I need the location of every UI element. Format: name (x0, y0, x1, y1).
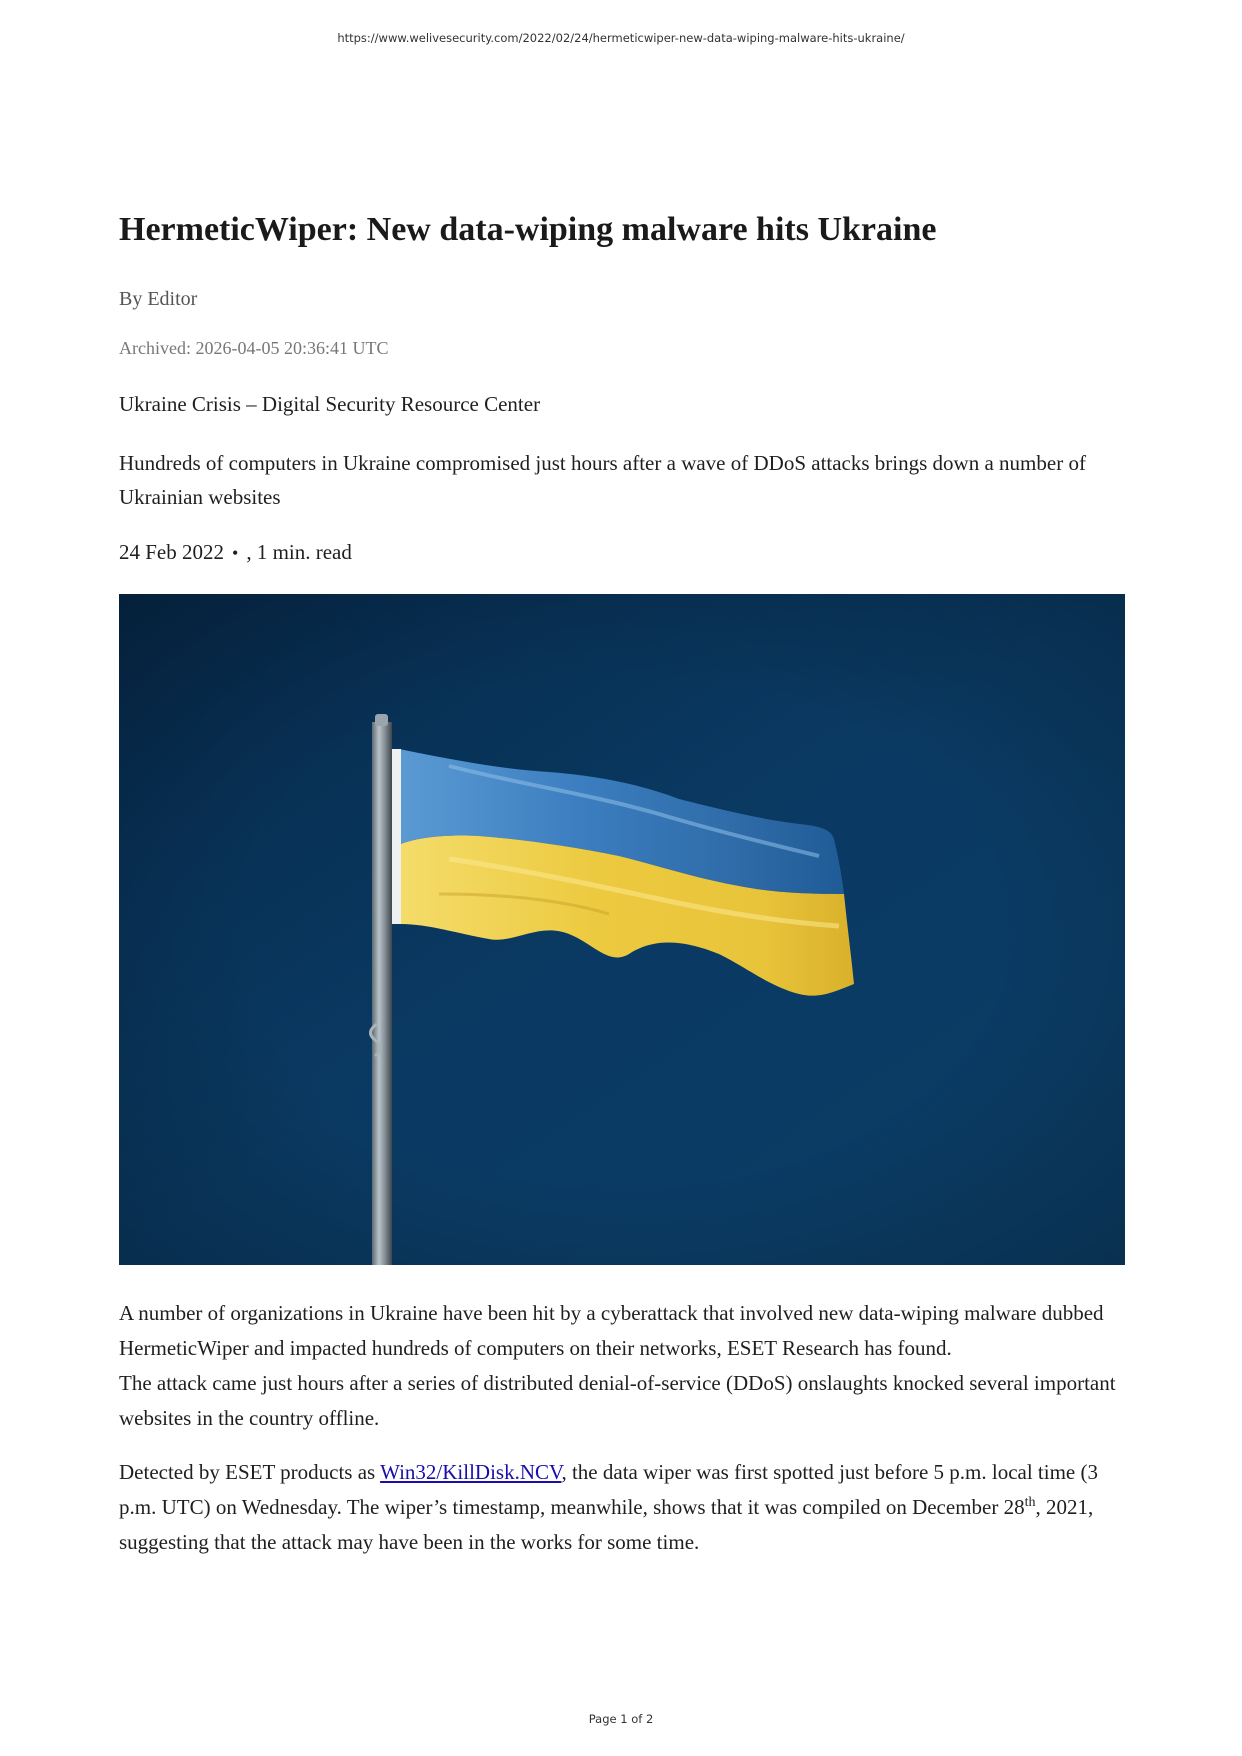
archived-timestamp: Archived: 2026-04-05 20:36:41 UTC (119, 338, 389, 358)
article-category: Ukraine Crisis – Digital Security Resource Center (119, 392, 541, 416)
ukraine-flag-image (119, 594, 1125, 1265)
paragraph-2-text-middle: , the data wiper was first spotted just before 5 p.m. local time (3 p.m. UTC) on Wednesday. The wiper’s timestamp, meanwhile, shows that it was compiled on December 28 (119, 1460, 1098, 1519)
paragraph-2-text-end: , 2021, suggesting that the attack may have been in the works for some time. (119, 1495, 1094, 1554)
article (119, 210, 1125, 1554)
meta-separator: • (232, 543, 239, 563)
killdisk-link[interactable]: Win32/KillDisk.NCV (380, 1460, 562, 1484)
article-date: 24 Feb 2022 (119, 540, 224, 564)
paragraph-1-line-1: A number of organizations in Ukraine have been hit by a cyberattack that involved new data-wiping malware dubbed HermeticWiper and impacted hundreds of computers on their networks, ESET Research has found. (119, 1301, 1104, 1360)
article-subtitle: Hundreds of computers in Ukraine compromised just hours after a wave of DDoS attacks brings down a number of Ukrainian websites (119, 451, 1086, 509)
article-title: HermeticWiper: New data-wiping malware hits Ukraine (119, 211, 937, 248)
paragraph-2-text-start: Detected by ESET products as (119, 1460, 381, 1484)
page-url-header: https://www.welivesecurity.com/2022/02/24/hermeticwiper-new-data-wiping-malware-hits-ukraine/ (337, 31, 905, 45)
page-number: Page 1 of 2 (588, 1712, 654, 1726)
read-time: , 1 min. read (246, 540, 352, 564)
ordinal-superscript: th (1024, 1495, 1036, 1510)
paragraph-1-line-2: The attack came just hours after a series of distributed denial-of-service (DDoS) onslaughts knocked several important websites in the country offline. (119, 1371, 1116, 1430)
body-paragraph-1 (119, 1296, 1125, 1436)
article-byline: By Editor (119, 288, 198, 310)
body-paragraph-2 (119, 1455, 1125, 1560)
article-meta (119, 540, 352, 565)
